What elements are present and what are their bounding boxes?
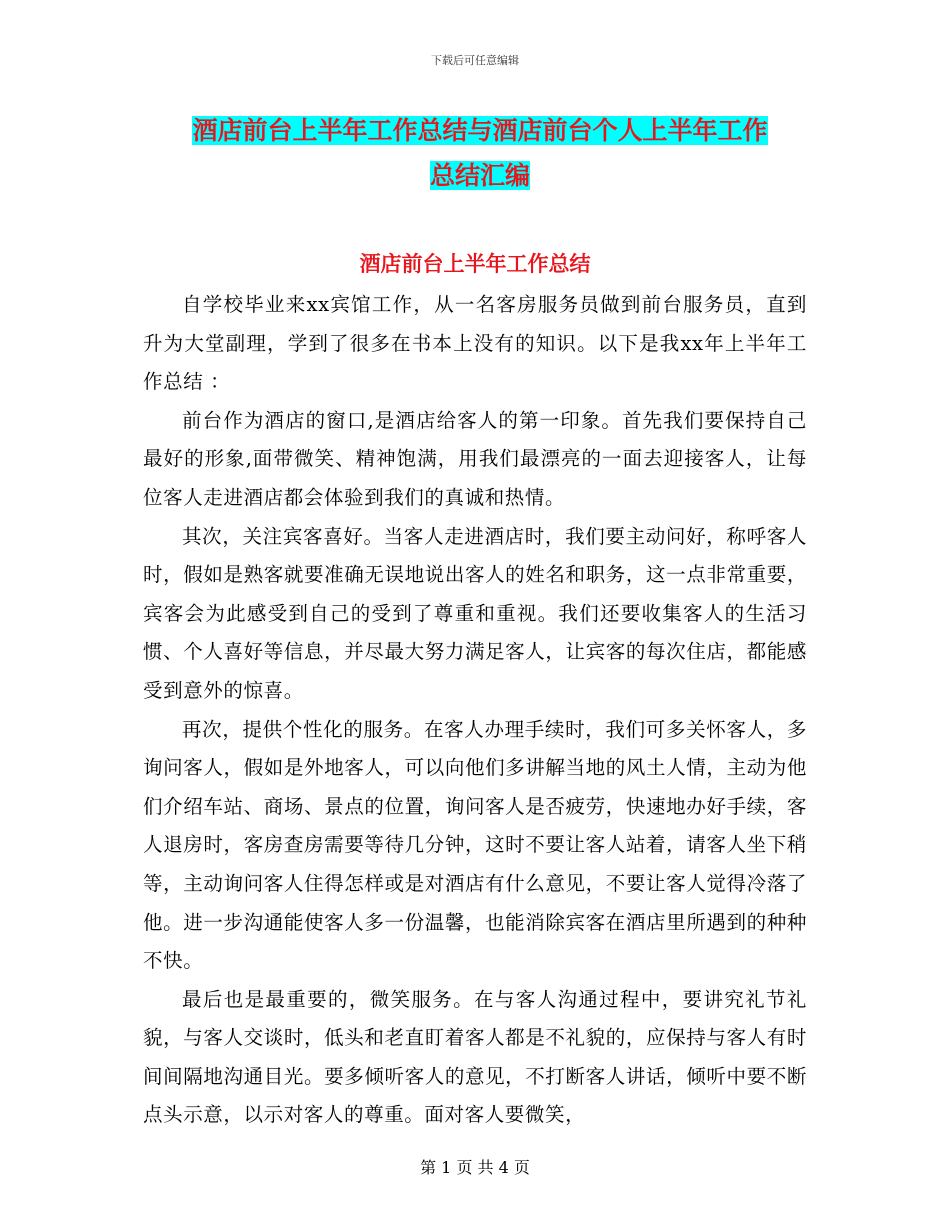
document-title — [160, 108, 800, 198]
paragraph-guest-preferences: 其次，关注宾客喜好。当客人走进酒店时，我们要主动问好，称呼客人时，假如是熟客就要准确无误地说出客人的姓名和职务，这一点非常重要，宾客会为此感受到自己的受到了尊重和重视。我们还要收集客人的生活习惯、个人喜好等信息，并尽最大努力满足客人，让宾客的每次住店，都能感受到意外的惊喜。 — [143, 524, 807, 702]
document-body — [143, 286, 807, 1135]
paragraph-personalized-service: 再次，提供个性化的服务。在客人办理手续时，我们可多关怀客人，多询问客人，假如是外地客人，可以向他们多讲解当地的风土人情，主动为他们介绍车站、商场、景点的位置，询问客人是否疲劳，快速地办好手续，客人退房时，客房查房需要等待几分钟，这时不要让客人站着，请客人坐下稍等，主动询问客人住得怎样或是对酒店有什么意见，不要让客人觉得冷落了他。进一步沟通能使客人多一份温馨，也能消除宾客在酒店里所遇到的种种不快。 — [143, 717, 807, 973]
page-number: 第 1 页 共 4 页 — [420, 1158, 530, 1177]
page-header-note: 下载后可任意编辑 — [431, 54, 519, 67]
document-title-line-1: 酒店前台上半年工作总结与酒店前台个人上半年工作 — [192, 116, 768, 145]
document-title-line-2: 总结汇编 — [429, 161, 530, 190]
section-title: 酒店前台上半年工作总结 — [359, 252, 591, 276]
paragraph-front-desk-image: 前台作为酒店的窗口,是酒店给客人的第一印象。首先我们要保持自己最好的形象,面带微笑、精神饱满，用我们最漂亮的一面去迎接客人，让每位客人走进酒店都会体验到我们的真诚和热情。 — [143, 408, 807, 509]
paragraph-intro: 自学校毕业来xx宾馆工作，从一名客房服务员做到前台服务员，直到升为大堂副理，学到了很多在书本上没有的知识。以下是我xx年上半年工作总结 ： — [143, 293, 807, 394]
paragraph-smile-service: 最后也是最重要的，微笑服务。在与客人沟通过程中，要讲究礼节礼貌，与客人交谈时，低头和老直盯着客人都是不礼貌的，应保持与客人有时间间隔地沟通目光。要多倾听客人的意见，不打断客人讲话，倾听中要不断点头示意，以示对客人的尊重。面对客人要微笑， — [143, 987, 807, 1127]
